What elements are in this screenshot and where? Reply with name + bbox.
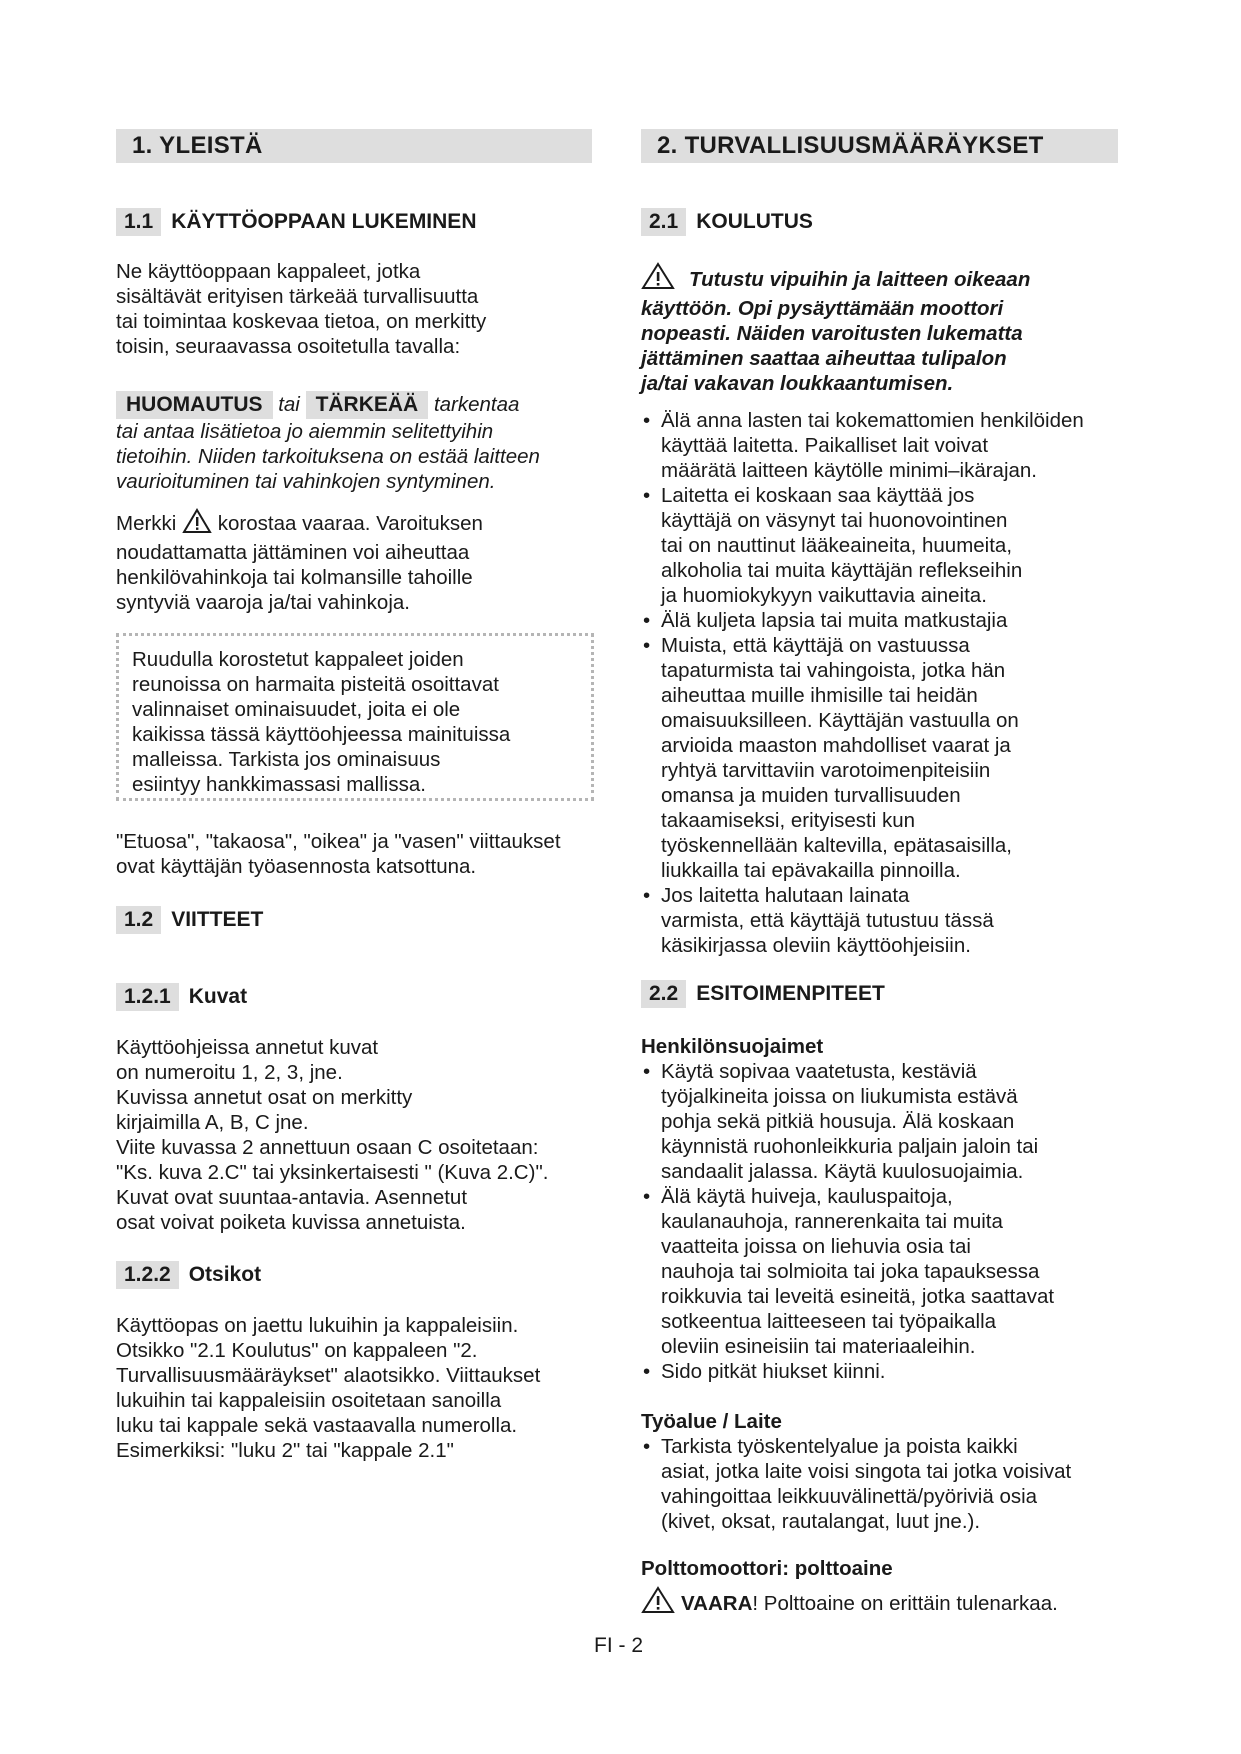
list-item: • Älä kuljeta lapsia tai muita matkustajia xyxy=(641,608,1084,633)
headings-paragraph: Käyttöopas on jaettu lukuihin ja kappaleisiin. Otsikko "2.1 Koulutus" on kappaleen "2. Turvallisuusmääräykset" alaotsikko. Viittaukset lukuihin tai kappaleisiin osoitetaan sanoilla luku tai kappale sekä vastaavalla numerolla. Esimerkiksi: "luku 2" tai "kappale 2.1" xyxy=(116,1314,541,1462)
list-item: • Älä anna lasten tai kokemattomien henkilöiden käyttää laitetta. Paikalliset lait voivat määrätä laitteen käytölle minimi–ikärajan. xyxy=(641,408,1084,483)
figures-paragraph: Käyttöohjeissa annetut kuvat on numeroitu 1, 2, 3, jne. Kuvissa annetut osat on merkitty kirjaimilla A, B, C jne. Viite kuvassa 2 annettuun osaan C osoitetaan: "Ks. kuva 2.C" tai yksinkertaisesti " (Kuva 2.C)". Kuvat ovat suuntaa-antavia. Asennetut osat voivat poiketa kuvissa annetuista. xyxy=(116,1036,549,1234)
section-heading-2-2 xyxy=(641,980,885,1008)
danger-word: VAARA xyxy=(681,1592,753,1615)
chapter-number: 2. xyxy=(657,132,678,159)
section-number: 2.2 xyxy=(641,980,686,1008)
section-title: ESITOIMENPITEET xyxy=(696,982,885,1005)
section-title: KÄYTTÖOPPAAN LUKEMINEN xyxy=(171,210,477,233)
chapter-heading-1 xyxy=(116,129,592,163)
fuel-heading: Polttomoottori: polttoaine xyxy=(641,1557,893,1580)
section-number: 1.2.2 xyxy=(116,1261,179,1289)
work-area-list xyxy=(641,1434,1071,1534)
list-item: • Sido pitkät hiukset kiinni. xyxy=(641,1359,1054,1384)
warning-triangle-icon xyxy=(182,508,212,540)
chapter-heading-2 xyxy=(641,129,1118,163)
chapter-title: YLEISTÄ xyxy=(159,132,263,159)
section-title: VIITTEET xyxy=(171,908,264,931)
section-heading-1-1 xyxy=(116,208,476,236)
optional-feature-text: Ruudulla korostetut kappaleet joiden reunoissa on harmaita pisteitä osoittavat valinnaiset ominaisuudet, joita ei ole kaikissa tässä käyttöohjeessa mainituissa malleissa. Tarkista jos ominaisuus esiintyy hankkimassasi mallissa. xyxy=(132,648,511,796)
section-number: 1.2.1 xyxy=(116,983,179,1011)
warning-triangle-icon xyxy=(641,1586,675,1620)
section-number: 1.1 xyxy=(116,208,161,236)
section-title: Kuvat xyxy=(188,985,248,1008)
chapter-number: 1. xyxy=(132,132,153,159)
intro-paragraph: Ne käyttöoppaan kappaleet, jotka sisältävät erityisen tärkeää turvallisuutta tai toimintaa koskevaa tietoa, on merkitty toisin, seuraavassa osoitetulla tavalla: xyxy=(116,260,487,358)
work-area-heading: Työalue / Laite xyxy=(641,1410,782,1433)
ppe-list xyxy=(641,1059,1054,1384)
training-list xyxy=(641,408,1084,958)
note-paragraph: HUOMAUTUS tai TÄRKEÄÄ tarkentaa tai antaa lisätietoa jo aiemmin selitettyihin tietoihin. Niiden tarkoituksena on estää laitteen vaurioituminen tai vahinkojen syntyminen. xyxy=(116,393,540,493)
ppe-heading: Henkilönsuojaimet xyxy=(641,1035,824,1058)
list-item: • Jos laitetta halutaan lainata varmista, että käyttäjä tutustuu tässä käsikirjassa oleviin käyttöohjeisiin. xyxy=(641,883,1084,958)
important-tag: TÄRKEÄÄ xyxy=(306,391,429,419)
fuel-danger-note xyxy=(641,1586,1058,1620)
section-heading-2-1 xyxy=(641,208,813,236)
section-title: Otsikot xyxy=(188,1263,262,1286)
section-title: KOULUTUS xyxy=(696,210,813,233)
direction-paragraph: "Etuosa", "takaosa", "oikea" ja "vasen" viittaukset ovat käyttäjän työasennosta katsottuna. xyxy=(116,830,561,878)
section-number: 1.2 xyxy=(116,906,161,934)
training-warning: Tutustu vipuihin ja laitteen oikeaan käyttöön. Opi pysäyttämään moottori nopeasti. Näiden varoitusten lukematta jättäminen saattaa aiheuttaa tulipalon ja/tai vakavan loukkaantumisen. xyxy=(641,262,1030,396)
warning-triangle-icon xyxy=(641,262,675,296)
chapter-title: TURVALLISUUSMÄÄRÄYKSET xyxy=(684,132,1044,159)
note-tag: HUOMAUTUS xyxy=(116,391,273,419)
section-heading-1-2 xyxy=(116,906,263,934)
list-item: • Laitetta ei koskaan saa käyttää jos käyttäjä on väsynyt tai huonovointinen tai on nauttinut lääkeaineita, huumeita, alkoholia tai muita käyttäjän reflekseihin ja huomiokykyyn vaikuttavia aineita. xyxy=(641,483,1084,608)
section-heading-1-2-2 xyxy=(116,1261,261,1289)
warning-symbol-paragraph: Merkki korostaa vaaraa. Varoituksen noudattamatta jättäminen voi aiheuttaa henkilövahinkoja tai kolmansille tahoille syntyviä vaaroja ja/tai vahinkoja. xyxy=(116,508,483,615)
list-item: • Älä käytä huiveja, kauluspaitoja, kaulanauhoja, rannerenkaita tai muita vaatteita joissa on liehuvia osia tai nauhoja tai solmioita tai joka tapauksessa roikkuvia tai leveitä esineitä, jotka saattavat sotkeentua laitteeseen tai työpaikalla oleviin esineisiin tai materiaaleihin. xyxy=(641,1184,1054,1359)
page-number: FI - 2 xyxy=(594,1634,644,1657)
section-heading-1-2-1 xyxy=(116,983,247,1011)
list-item: • Tarkista työskentelyalue ja poista kaikki asiat, jotka laite voisi singota tai jotka voisivat vahingoittaa leikkuuvälinettä/pyöriviä osia (kivet, oksat, rautalangat, luut jne.). xyxy=(641,1434,1071,1534)
section-number: 2.1 xyxy=(641,208,686,236)
danger-text: ! Polttoaine on erittäin tulenarkaa. xyxy=(752,1592,1058,1615)
list-item: • Käytä sopivaa vaatetusta, kestäviä työjalkineita joissa on liukumista estävä pohja sekä pitkiä housuja. Älä koskaan käynnistä ruohonleikkuria paljain jaloin tai sandaalit jalassa. Käytä kuulosuojaimia. xyxy=(641,1059,1054,1184)
list-item: • Muista, että käyttäjä on vastuussa tapaturmista tai vahingoista, jotka hän aiheuttaa muille ihmisille tai heidän omaisuuksilleen. Käyttäjän vastuulla on arvioida maaston mahdolliset vaarat ja ryhtyä tarvittaviin varotoimenpiteisiin omansa ja muiden turvallisuuden takaamiseksi, erityisesti kun työskennellään kaltevilla, epätasaisilla, liukkailla tai epävakailla pinnoilla. xyxy=(641,633,1084,883)
